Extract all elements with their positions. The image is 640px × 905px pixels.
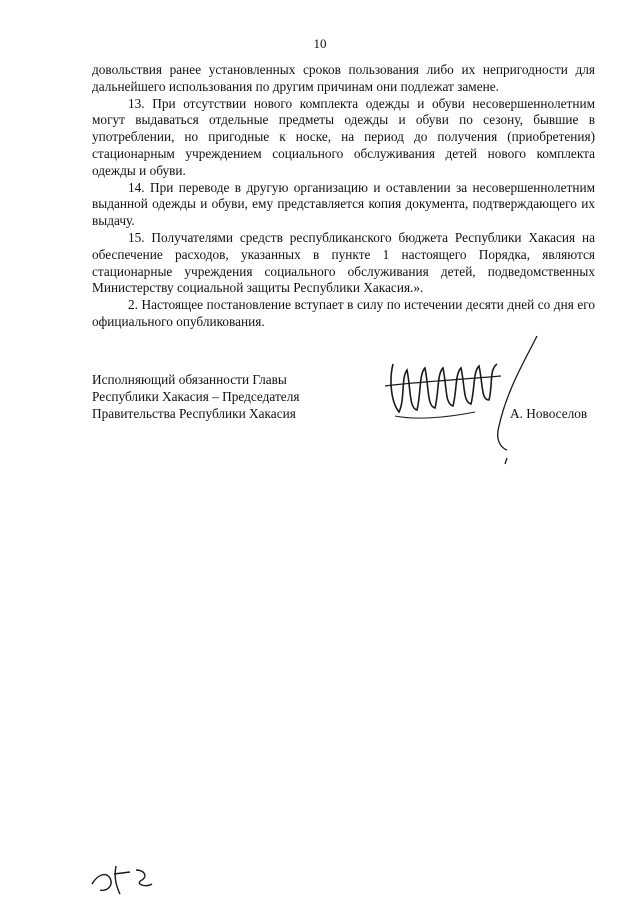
document-body: [92, 62, 595, 331]
signatory-name: А. Новоселов: [510, 406, 588, 421]
signatory-title-line: Исполняющий обязанности Главы: [92, 372, 287, 387]
signatory-title-line: Правительства Республики Хакасия: [92, 405, 296, 421]
paragraph-continuation: довольствия ранее установленных сроков пользования либо их непригодности для дальнейшего использования по другим причинам они подлежат замене.: [92, 62, 595, 94]
paragraph-14: 14. При переводе в другую организацию и оставлении за несовершеннолетним выданной одежды и обуви, ему представляется копия документа, подтверждающего их выдачу.: [92, 179, 595, 229]
paragraph-13: 13. При отсутствии нового комплекта одежды и обуви несовершеннолетним могут выдаваться отдельные предметы одежды и обуви по сезону, бывшие в употреблении, но пригодные к носке, на период до получения (приобретения) стационарным учреждением социального обслуживания детей нового комплекта одежды и обуви.: [92, 95, 595, 178]
handwritten-initials: [86, 860, 166, 898]
signatory-title-line: Республики Хакасия – Председателя: [92, 388, 300, 404]
page-number: 10: [313, 36, 327, 51]
paragraph-2: 2. Настоящее постановление вступает в силу по истечении десяти дней со дня его официального опубликования.: [92, 297, 595, 329]
signatory-title: [92, 372, 312, 422]
handwritten-signature: [375, 330, 550, 465]
paragraph-15: 15. Получателями средств республиканского бюджета Республики Хакасия на обеспечение расходов, указанных в пункте 1 настоящего Порядка, являются стационарные учреждения социального обслуживания детей, подведомственных Министерству социальной защиты Республики Хакасия.».: [92, 229, 595, 296]
